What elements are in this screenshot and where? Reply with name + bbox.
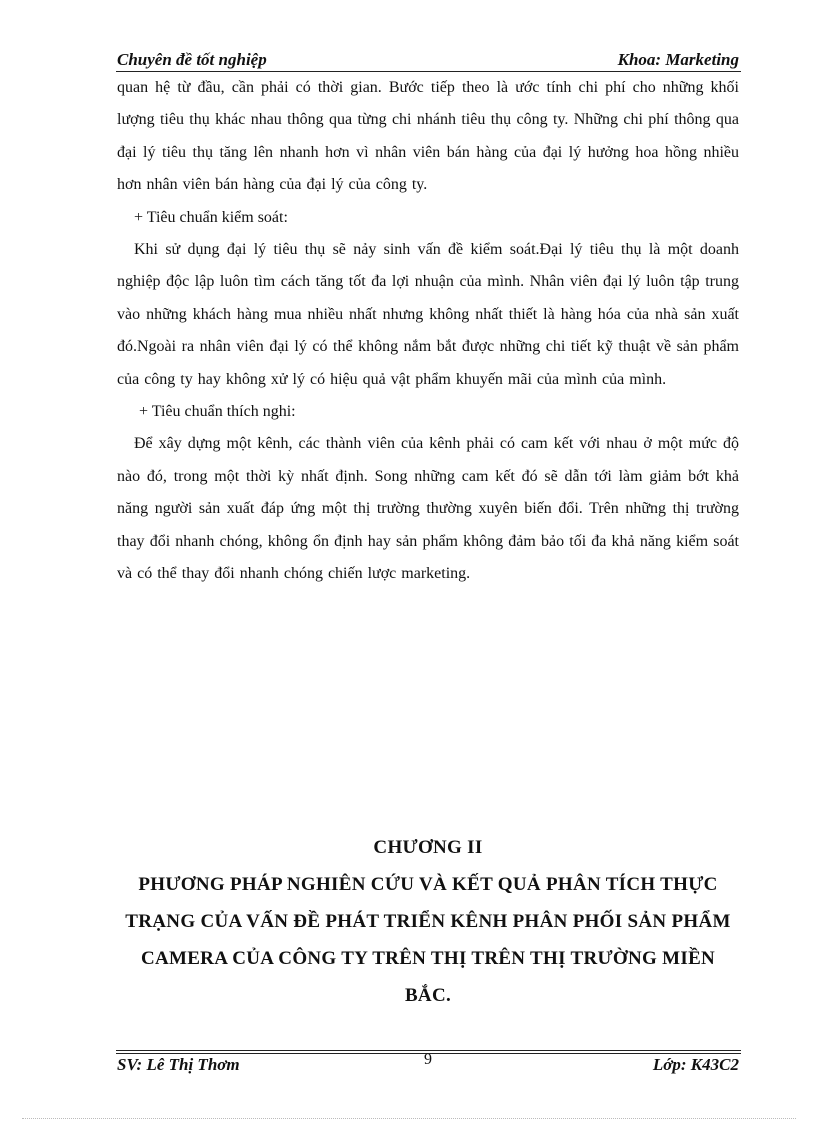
paragraph-control: Khi sử dụng đại lý tiêu thụ sẽ nảy sinh vấn đề kiểm soát.Đại lý tiêu thụ là một doanh nghiệp độc lập luôn tìm cách tăng tốt đa lợi nhuận của mình. Nhân viên đại lý luôn tập trung vào những khách hàng mua nhiều nhất nhưng không nhất thiết là hàng hóa của nhà sản xuất đó.Ngoài ra nhân viên đại lý có thể không nắm bắt được những chi tiết kỹ thuật về sản phẩm của công ty hay không xử lý có hiệu quả vật phẩm khuyến mãi của mình của mình. <box>117 241 739 388</box>
header-thesis-title: Chuyên đề tốt nghiệp <box>117 50 267 69</box>
paragraph-cost: quan hệ từ đầu, cần phải có thời gian. Bước tiếp theo là ước tính chi phí cho những khối lượng tiêu thụ khác nhau thông qua từng chi nhánh tiêu thụ công ty. Những chi phí thông qua đại lý tiêu thụ tăng lên nhanh hơn vì nhân viên bán hàng của đại lý hưởng hoa hồng nhiều hơn nhân viên bán hàng của đại lý của công ty. <box>117 79 739 194</box>
chapter-title: PHƯƠNG PHÁP NGHIÊN CỨU VÀ KẾT QUẢ PHÂN TÍCH THỰC TRẠNG CỦA VẤN ĐỀ PHÁT TRIỂN KÊNH PHÂN PHỐI SẢN PHẨM CAMERA CỦA CÔNG TY TRÊN THỊ TRÊN THỊ TRƯỜNG MIỀN BẮC. <box>125 874 731 1006</box>
chapter-number: CHƯƠNG II <box>373 837 483 858</box>
paragraph-adaptability: Để xây dựng một kênh, các thành viên của kênh phải có cam kết với nhau ở một mức độ nào đó, trong một thời kỳ nhất định. Song những cam kết đó sẽ dẫn tới làm giảm bớt khả năng người sản xuất đáp ứng một thị trường thường xuyên biến đổi. Trên những thị trường thay đổi nhanh chóng, không ổn định hay sản phẩm không đảm bảo tối đa khả năng kiểm soát và có thể thay đổi nhanh chóng chiến lược marketing. <box>117 435 739 583</box>
footer-class: Lớp: K43C2 <box>652 1055 739 1074</box>
page-header <box>117 50 739 72</box>
footer-student-name: SV: Lê Thị Thơm <box>117 1055 240 1074</box>
body-text <box>117 72 739 591</box>
page-number: 9 <box>424 1051 432 1068</box>
page-edge-dotted-line <box>22 1118 796 1119</box>
header-faculty: Khoa: Marketing <box>617 50 739 69</box>
criterion-adaptability-heading: + Tiêu chuẩn thích nghi: <box>139 403 296 421</box>
page-footer <box>117 1053 739 1077</box>
criterion-control-heading: + Tiêu chuẩn kiểm soát: <box>134 208 288 226</box>
chapter-heading <box>117 830 739 1014</box>
